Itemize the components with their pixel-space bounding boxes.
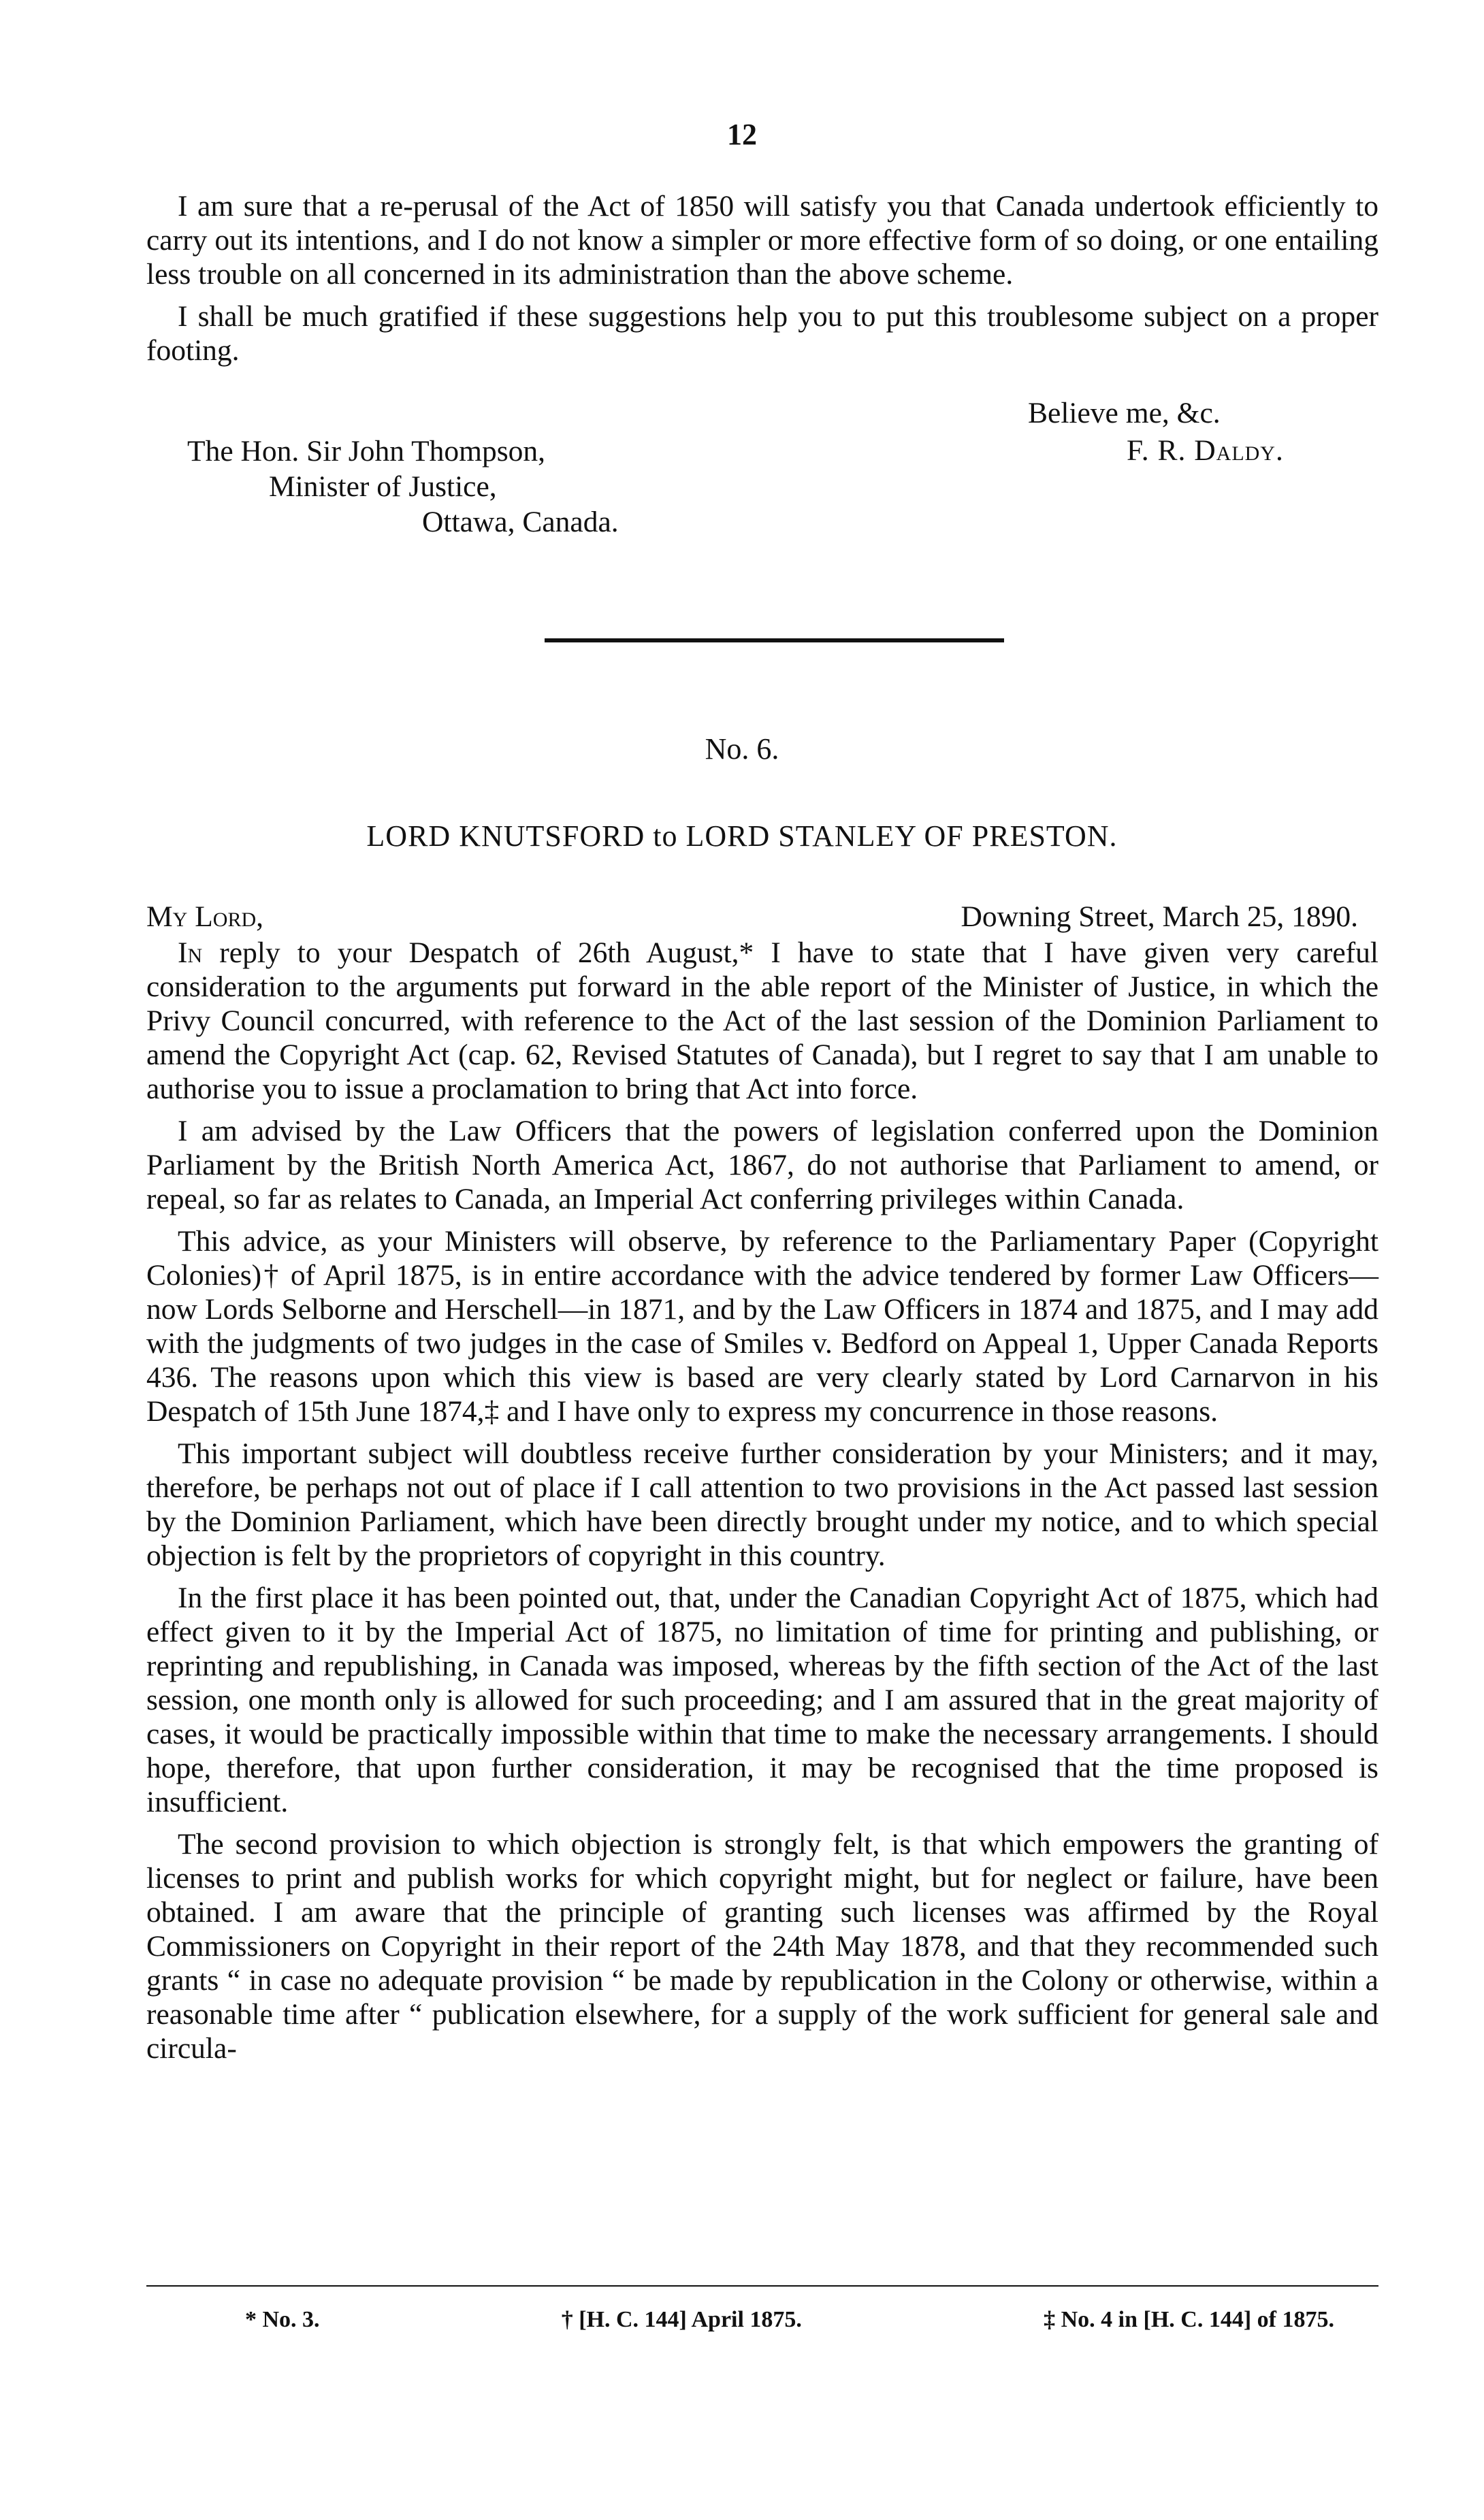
footnote-divider (146, 2285, 1378, 2287)
body-paragraph-1-text: reply to your Despatch of 26th August,* I have to state that I have given very careful consideration to the arguments put forward in the able report of the Minister of Justice, in which the Privy Council concurred, with reference to the Act of the last session of the Dominion Parliament to amend the Copyright Act (cap. 62, Revised Statutes of Canada), but I regret to say that I am unable to authorise you to issue a proclamation to bring that Act into force. (146, 936, 1378, 1105)
addressee-line-1: The Hon. Sir John Thompson, (187, 435, 546, 468)
closing-phrase: Believe me, &c. (1028, 397, 1221, 429)
addressee-line-2: Minister of Justice, (269, 470, 497, 503)
body-paragraph-2: I am advised by the Law Officers that the powers of legislation conferred upon the Dominion Parliament by the British North America Act, 1867, do not authorise that Parliament to amend, or repeal, so far as relates to Canada, an Imperial Act conferring privileges within Canada. (146, 1115, 1378, 1215)
intro-paragraph-2: I shall be much gratified if these suggestions help you to put this troublesome subject on a proper footing. (146, 300, 1378, 367)
signer-initials: F. R. (1127, 434, 1195, 467)
body-paragraph-5: In the first place it has been pointed out, that, under the Canadian Copyright Act of 1875, which had effect given to it by the Imperial Act of 1875, no limitation of time for printing and publishing, or reprinting and republishing, in Canada was imposed, whereas by the fifth section of the Act of the last session, one month only is allowed for such proceeding; and I am assured that in the great majority of cases, it would be practically impossible within that time to make the necessary arrangements. I should hope, therefore, that upon further consideration, it may be recognised that the time proposed is insufficient. (146, 1582, 1378, 1818)
footnote-1: * No. 3. (245, 2307, 320, 2332)
signature (1127, 433, 1284, 468)
signer-name: Daldy. (1194, 434, 1284, 467)
body-paragraph-6: The second provision to which objection is strongly felt, is that which empowers the granting of licenses to print and publish works for which copyright might, but for neglect or failure, have been obtained. I am aware that the principle of granting such licenses was affirmed by the Royal Commissioners on Copyright in their report of the 24th May 1878, and that they recommended such grants “ in case no adequate provision “ be made by republication in the Colony or otherwise, within a reasonable time after “ publication elsewhere, for a supply of the work sufficient for general sale and circula- (146, 1828, 1378, 2065)
intro-section (146, 189, 1378, 367)
letter-body (146, 936, 1378, 2065)
body-paragraph-4: This important subject will doubtless receive further consideration by your Ministers; and it may, therefore, be perhaps not out of place if I call attention to two provisions in the Act passed last session by the Dominion Parliament, which have been directly brought under my notice, and to which special objection is felt by the proprietors of copyright in this country. (146, 1437, 1378, 1572)
document-number: No. 6. (705, 732, 779, 766)
salutation: My Lord, (146, 900, 264, 933)
section-divider (545, 638, 1004, 642)
footnote-2: † [H. C. 144] April 1875. (561, 2307, 802, 2332)
body-paragraph-1-lead: In (178, 936, 203, 969)
addressee-block (187, 433, 619, 540)
addressee-line-3: Ottawa, Canada. (422, 506, 619, 538)
footnote-3: ‡ No. 4 in [H. C. 144] of 1875. (1044, 2307, 1334, 2332)
body-paragraph-3: This advice, as your Ministers will observe, by reference to the Parliamentary Paper (Copyright Colonies)† of April 1875, is in entire accordance with the advice tendered by former Law Officers—now Lords Selborne and Herschell—in 1871, and by the Law Officers in 1874 and 1875, and I may add with the judgments of two judges in the case of Smiles v. Bedford on Appeal 1, Upper Canada Reports 436. The reasons upon which this view is based are very clearly stated by Lord Carnarvon in his Despatch of 15th June 1874,‡ and I have only to express my concurrence in those reasons. (146, 1225, 1378, 1428)
place-date: Downing Street, March 25, 1890. (961, 900, 1358, 933)
body-paragraph-1 (146, 936, 1378, 1106)
footnotes (245, 2307, 1334, 2333)
salutation-line (146, 900, 1378, 934)
document-heading: LORD KNUTSFORD to LORD STANLEY OF PRESTON. (366, 819, 1118, 853)
intro-paragraph-1: I am sure that a re-perusal of the Act of 1850 will satisfy you that Canada undertook efficiently to carry out its intentions, and I do not know a simpler or more effective form of so doing, or one entailing less trouble on all concerned in its administration than the above scheme. (146, 190, 1378, 291)
page-number: 12 (727, 118, 757, 151)
